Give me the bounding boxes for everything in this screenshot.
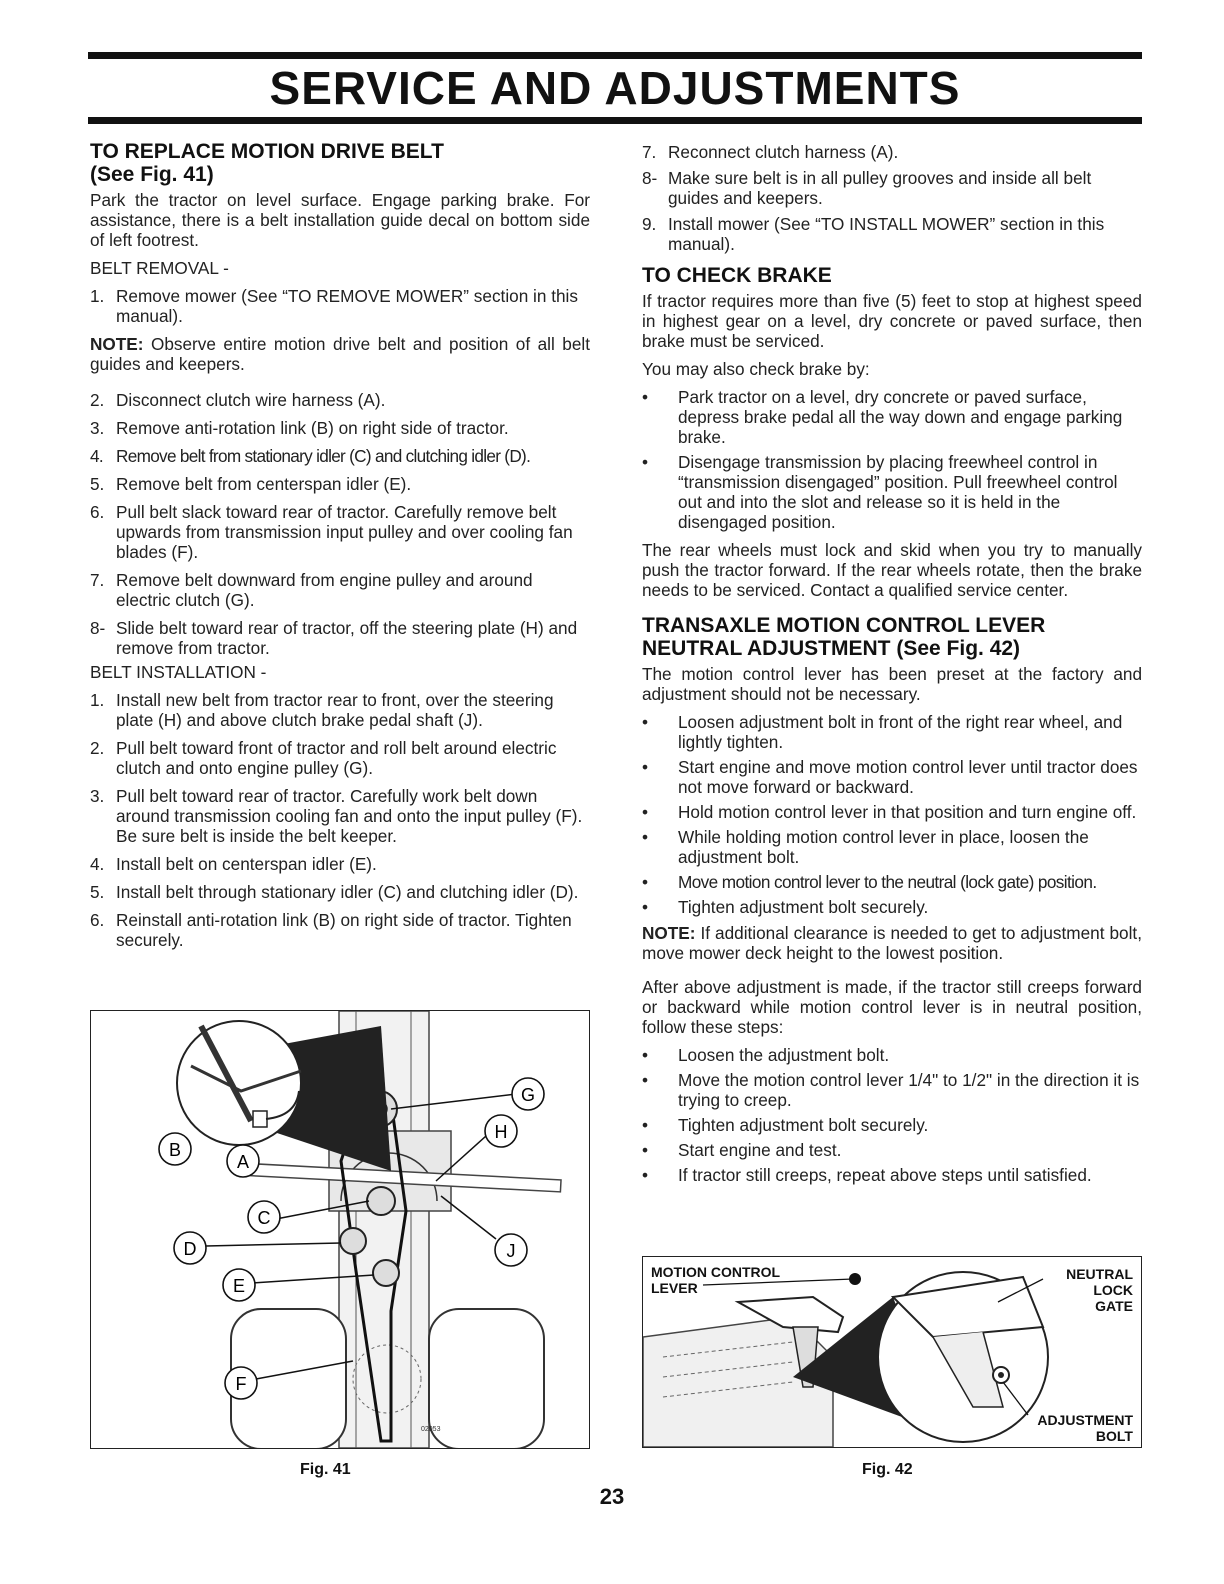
list-item	[642, 168, 1142, 208]
step-number: 6.	[90, 502, 105, 522]
step-number: 3.	[90, 418, 105, 438]
list-item	[90, 502, 590, 562]
list-item	[642, 452, 1142, 532]
list-item	[90, 690, 590, 730]
bullet: •	[642, 757, 649, 777]
brake-paragraph-2: You may also check brake by:	[642, 359, 870, 379]
label-adjustment: ADJUSTMENT	[1037, 1412, 1133, 1428]
section-title-line2: (See Fig. 41)	[90, 163, 214, 186]
bullet-text: Move motion control lever to the neutral (lock gate) position.	[678, 872, 1097, 892]
list-item	[642, 827, 1142, 867]
list-item	[90, 474, 590, 494]
bullet: •	[642, 1165, 649, 1185]
transaxle-bullet-list	[642, 712, 1142, 917]
label-neutral: NEUTRAL	[1066, 1266, 1133, 1282]
bullet: •	[642, 897, 649, 917]
bullet: •	[642, 802, 649, 822]
bullet-text: Tighten adjustment bolt securely.	[678, 897, 929, 917]
list-item	[90, 738, 590, 778]
section-title-line1: TRANSAXLE MOTION CONTROL LEVER	[642, 614, 1046, 637]
callout-c	[248, 1201, 280, 1233]
callout-j	[495, 1234, 527, 1266]
list-item	[90, 390, 590, 410]
fig42-illustration	[643, 1257, 1141, 1447]
step-number: 4.	[90, 446, 103, 466]
step-text: Install belt on centerspan idler (E).	[116, 854, 377, 874]
bullet: •	[642, 452, 649, 472]
note-text: If additional clearance is needed to get to adjustment bolt, move mower deck height to the lowest position.	[642, 923, 1142, 963]
callout-a-label: A	[236, 1152, 250, 1172]
installation-step-list	[90, 690, 590, 950]
list-item	[642, 387, 1142, 447]
note-text: Observe entire motion drive belt and position of all belt guides and keepers.	[90, 334, 590, 374]
bullet: •	[642, 827, 649, 847]
step-text: Slide belt toward rear of tractor, off the steering plate (H) and remove from tractor.	[116, 618, 578, 658]
list-item	[642, 142, 1142, 162]
bullet: •	[642, 1140, 649, 1160]
removal-step-list-2	[90, 390, 590, 658]
step-number: 2.	[90, 738, 105, 758]
figure-42-caption: Fig. 42	[862, 1461, 913, 1478]
bullet-text: Disengage transmission by placing freewheel control in “transmission disengaged” position. Pull freewheel control out and into the slot and release so it is held in the disengaged position.	[678, 452, 1118, 532]
step-text: Reinstall anti-rotation link (B) on right side of tractor. Tighten securely.	[116, 910, 572, 950]
intro-paragraph: Park the tractor on level surface. Engage parking brake. For assistance, there is a belt installation guide decal on bottom side of left footrest.	[90, 190, 590, 250]
callout-d	[174, 1232, 206, 1264]
bullet-text: While holding motion control lever in place, loosen the adjustment bolt.	[678, 827, 1089, 867]
removal-step-list-1	[90, 286, 590, 326]
list-item	[90, 618, 590, 658]
step-text: Remove belt downward from engine pulley and around electric clutch (G).	[116, 570, 533, 610]
label-gate: GATE	[1095, 1298, 1133, 1314]
step-number: 6.	[90, 910, 105, 930]
bullet: •	[642, 387, 649, 407]
brake-paragraph-3: The rear wheels must lock and skid when you try to manually push the tractor forward. If the rear wheels rotate, then the brake needs to be serviced. Contact a qualified service center.	[642, 540, 1142, 600]
creep-bullet-list	[642, 1045, 1142, 1185]
transaxle-note	[642, 923, 1142, 963]
step-number: 4.	[90, 854, 105, 874]
step-text: Remove anti-rotation link (B) on right side of tractor.	[116, 418, 509, 438]
belt-installation-label: BELT INSTALLATION -	[90, 662, 267, 682]
bullet-text: Start engine and move motion control lever until tractor does not move forward or backward.	[678, 757, 1138, 797]
callout-e	[223, 1269, 255, 1301]
label-bolt: BOLT	[1095, 1428, 1133, 1444]
callout-g-label: G	[520, 1085, 536, 1105]
step-number: 9.	[642, 214, 657, 234]
bullet: •	[642, 872, 648, 892]
step-text: Pull belt toward front of tractor and roll belt around electric clutch and onto engine pulley (G).	[116, 738, 557, 778]
list-item	[90, 786, 590, 846]
step-text: Install mower (See “TO INSTALL MOWER” section in this manual).	[668, 214, 1105, 254]
list-item	[642, 1115, 1142, 1135]
note-key: NOTE:	[90, 334, 144, 354]
list-item	[90, 570, 590, 610]
figure-42-motion-control	[642, 1256, 1142, 1448]
step-text: Reconnect clutch harness (A).	[668, 142, 899, 162]
note-key: NOTE:	[642, 923, 696, 943]
list-item	[90, 910, 590, 950]
fig41-part-code: 02053	[421, 1426, 441, 1433]
list-item	[90, 418, 590, 438]
list-item	[642, 1165, 1142, 1185]
list-item	[90, 286, 590, 326]
bullet-text: If tractor still creeps, repeat above steps until satisfied.	[678, 1165, 1092, 1185]
list-item	[642, 1070, 1142, 1110]
step-text: Install belt through stationary idler (C) and clutching idler (D).	[116, 882, 579, 902]
step-text: Pull belt slack toward rear of tractor. Carefully remove belt upwards from transmission input pulley and over cooling fan blades (F).	[116, 502, 573, 562]
bullet: •	[642, 1070, 649, 1090]
list-item	[642, 872, 1142, 892]
belt-removal-label: BELT REMOVAL -	[90, 258, 229, 278]
label-lock: LOCK	[1093, 1282, 1133, 1298]
callout-h	[485, 1115, 517, 1147]
list-item	[642, 757, 1142, 797]
step-number: 1.	[90, 286, 105, 306]
install-continued-list	[642, 142, 1142, 254]
list-item	[90, 854, 590, 874]
step-number: 3.	[90, 786, 105, 806]
bullet-text: Hold motion control lever in that position and turn engine off.	[678, 802, 1137, 822]
step-number: 5.	[90, 882, 105, 902]
list-item	[642, 897, 1142, 917]
right-column	[642, 142, 1142, 1190]
callout-j-label: J	[506, 1241, 516, 1261]
step-number: 5.	[90, 474, 105, 494]
section-title-check-brake: TO CHECK BRAKE	[642, 264, 832, 287]
callout-f	[225, 1367, 257, 1399]
callout-c-label: C	[257, 1208, 271, 1228]
callout-b	[159, 1133, 191, 1165]
bullet-text: Move the motion control lever 1/4" to 1/2" in the direction it is trying to creep.	[678, 1070, 1140, 1110]
bullet: •	[642, 712, 649, 732]
step-number: 2.	[90, 390, 105, 410]
section-title-transaxle	[642, 614, 1142, 660]
figure-41-caption: Fig. 41	[300, 1461, 351, 1478]
figure-41-belt-diagram	[90, 1010, 590, 1449]
step-text: Disconnect clutch wire harness (A).	[116, 390, 386, 410]
callout-f-label: F	[235, 1374, 247, 1394]
fig41-illustration	[91, 1011, 589, 1448]
list-item	[642, 1140, 1142, 1160]
label-lever: LEVER	[651, 1280, 698, 1296]
callout-a	[227, 1145, 259, 1177]
callout-b-label: B	[168, 1140, 182, 1160]
step-number: 7.	[642, 142, 657, 162]
step-text: Remove mower (See “TO REMOVE MOWER” section in this manual).	[116, 286, 578, 326]
bullet-text: Tighten adjustment bolt securely.	[678, 1115, 929, 1135]
list-item	[90, 882, 590, 902]
bullet-text: Start engine and test.	[678, 1140, 842, 1160]
step-text: Make sure belt is in all pulley grooves and inside all belt guides and keepers.	[668, 168, 1092, 208]
step-number: 8-	[90, 618, 106, 638]
section-title-replace-belt	[90, 140, 590, 186]
step-text: Install new belt from tractor rear to front, over the steering plate (H) and above clutch brake pedal shaft (J).	[116, 690, 554, 730]
transaxle-paragraph: The motion control lever has been preset at the factory and adjustment should not be necessary.	[642, 664, 1142, 704]
list-item	[642, 712, 1142, 752]
bullet: •	[642, 1115, 649, 1135]
step-number: 7.	[90, 570, 105, 590]
section-title-line2: NEUTRAL ADJUSTMENT (See Fig. 42)	[642, 637, 1021, 660]
callout-h-label: H	[494, 1122, 508, 1142]
callout-g	[512, 1078, 544, 1110]
step-text: Remove belt from stationary idler (C) and clutching idler (D).	[116, 446, 531, 466]
bullet: •	[642, 1045, 649, 1065]
title-bottom-rule	[88, 117, 1142, 124]
page-number: 23	[599, 1484, 625, 1509]
brake-bullet-list	[642, 387, 1142, 532]
list-item	[642, 214, 1142, 254]
note-paragraph	[90, 334, 590, 374]
list-item	[90, 446, 590, 466]
step-number: 1.	[90, 690, 105, 710]
label-motion-control: MOTION CONTROL	[651, 1264, 781, 1280]
step-text: Pull belt toward rear of tractor. Carefully work belt down around transmission cooling fan and onto the input pulley (F). Be sure belt is inside the belt keeper.	[116, 786, 583, 846]
section-title-line1: TO REPLACE MOTION DRIVE BELT	[90, 140, 444, 163]
step-number: 8-	[642, 168, 658, 188]
brake-paragraph-1: If tractor requires more than five (5) feet to stop at highest speed in highest gear on a level, dry concrete or paved surface, then brake must be serviced.	[642, 291, 1142, 351]
bullet-text: Loosen adjustment bolt in front of the right rear wheel, and lightly tighten.	[678, 712, 1123, 752]
list-item	[642, 1045, 1142, 1065]
list-item	[642, 802, 1142, 822]
bullet-text: Loosen the adjustment bolt.	[678, 1045, 890, 1065]
callout-e-label: E	[232, 1276, 246, 1296]
page-title: SERVICE AND ADJUSTMENTS	[269, 62, 961, 114]
left-column	[90, 140, 590, 958]
bullet-text: Park tractor on a level, dry concrete or paved surface, depress brake pedal all the way down and engage parking brake.	[678, 387, 1123, 447]
creep-paragraph: After above adjustment is made, if the tractor still creeps forward or backward while motion control lever is in neutral position, follow these steps:	[642, 977, 1142, 1037]
callout-d-label: D	[183, 1239, 197, 1259]
step-text: Remove belt from centerspan idler (E).	[116, 474, 412, 494]
